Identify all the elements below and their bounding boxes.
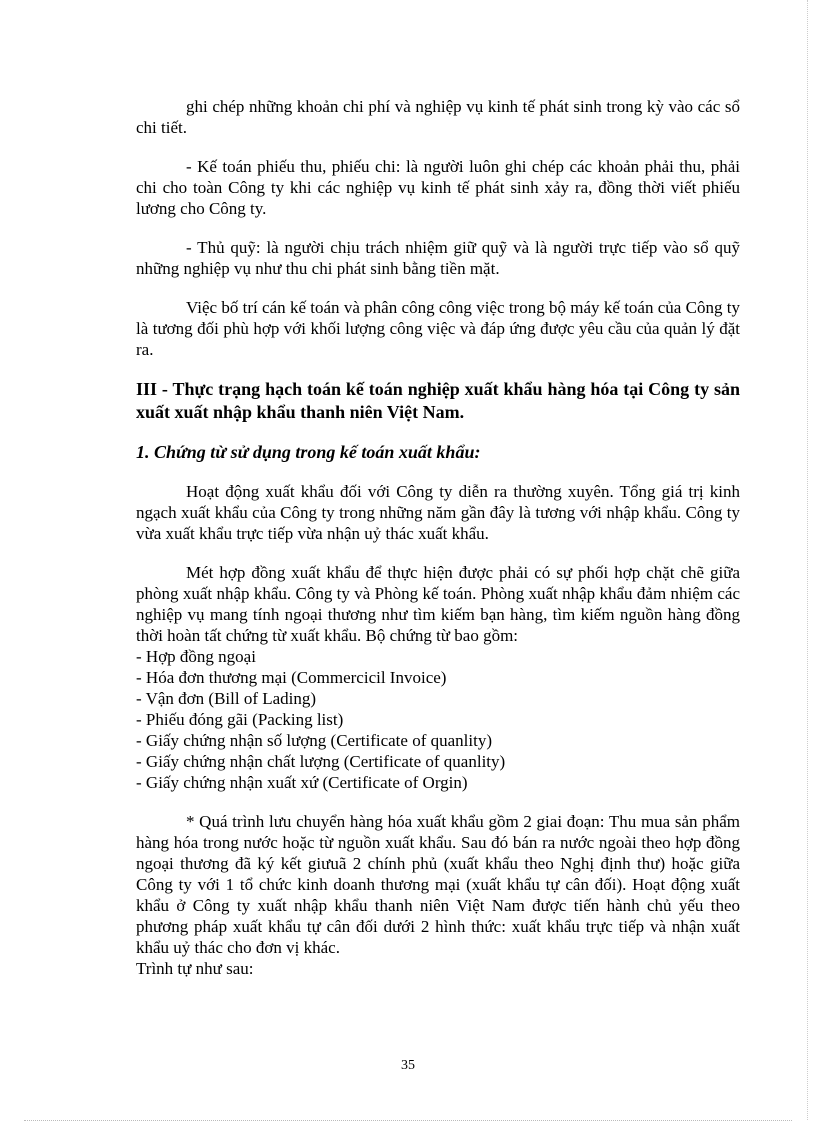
list-item: - Giấy chứng nhận chất lượng (Certificate of quanlity) xyxy=(136,752,506,771)
document-page xyxy=(136,96,740,979)
list-item: - Vận đơn (Bill of Lading) xyxy=(136,689,317,708)
subsection-heading: 1. Chứng từ sử dụng trong kế toán xuất khẩu: xyxy=(136,442,481,462)
paragraph-receipt-accountant: - Kế toán phiếu thu, phiếu chi: là người luôn ghi chép các khoản phải thu, phải chi cho toàn Công ty khi các nghiệp vụ kinh tế phát sinh xảy ra, đồng thời viết phiếu lương cho Công ty. xyxy=(136,157,740,218)
paragraph-sequence: Trình tự như sau: xyxy=(136,959,254,978)
list-item: - Giấy chứng nhận xuất xứ (Certificate of Orgin) xyxy=(136,773,468,792)
page-number: 35 xyxy=(401,1058,415,1073)
paragraph-accounting-details: ghi chép những khoản chi phí và nghiệp vụ kinh tế phát sinh trong kỳ vào các sổ chi tiết. xyxy=(136,97,740,137)
list-item: - Phiếu đóng gãi (Packing list) xyxy=(136,710,344,729)
page-edge-line xyxy=(807,0,808,1120)
section-heading: III - Thực trạng hạch toán kế toán nghiệp xuất khẩu hàng hóa tại Công ty sản xuất xuất nhập khẩu thanh niên Việt Nam. xyxy=(136,379,740,422)
paragraph-export-contract: Mét hợp đồng xuất khẩu để thực hiện được phải có sự phối hợp chặt chẽ giữa phòng xuất nhập khẩu. Công ty và Phòng kế toán. Phòng xuất nhập khẩu đảm nhiệm các nghiệp vụ mang tính ngoại thương như tìm kiếm bạn hàng, tìm kiếm nguồn hàng đồng thời hoàn tất chứng từ xuất khẩu. Bộ chứng từ bao gồm: xyxy=(136,563,740,645)
list-item: - Hóa đơn thương mại (Commercicil Invoice) xyxy=(136,668,447,687)
paragraph-export-activity: Hoạt động xuất khẩu đối với Công ty diễn ra thường xuyên. Tổng giá trị kinh ngạch xuất khẩu của Công ty trong những năm gần đây là tương với nhập khẩu. Công ty vừa xuất khẩu trực tiếp vừa nhận uỷ thác xuất khẩu. xyxy=(136,482,740,543)
paragraph-treasurer: - Thủ quỹ: là người chịu trách nhiệm giữ quỹ và là người trực tiếp vào sổ quỹ những nghiệp vụ như thu chi phát sinh bằng tiền mặt. xyxy=(136,238,740,278)
list-item: - Hợp đồng ngoại xyxy=(136,647,256,666)
page-bottom-rule xyxy=(24,1120,792,1121)
list-item: - Giấy chứng nhận số lượng (Certificate of quanlity) xyxy=(136,731,492,750)
paragraph-goods-flow: * Quá trình lưu chuyển hàng hóa xuất khẩu gồm 2 giai đoạn: Thu mua sản phẩm hàng hóa trong nước hoặc từ nguồn xuất khẩu. Sau đó bán ra nước ngoài theo hợp đồng ngoại thương đã ký kết giưuã 2 chính phủ (xuất khẩu theo Nghị định thư) hoặc giữa Công ty với 1 tổ chức kinh doanh thương mại (xuất khẩu tự cân đối). Hoạt động xuất khẩu ở Công ty xuất nhập khẩu thanh niên Việt Nam được tiến hành chủ yếu theo phương pháp xuất khẩu tự cân đối dưới 2 hình thức: xuất khẩu trực tiếp và nhận xuất khẩu uỷ thác cho đơn vị khác. xyxy=(136,812,740,957)
paragraph-organization: Việc bố trí cán kế toán và phân công công việc trong bộ máy kế toán của Công ty là tương đối phù hợp với khối lượng công việc và đáp ứng được yêu cầu của quản lý đặt ra. xyxy=(136,298,740,359)
document-list xyxy=(136,646,740,793)
